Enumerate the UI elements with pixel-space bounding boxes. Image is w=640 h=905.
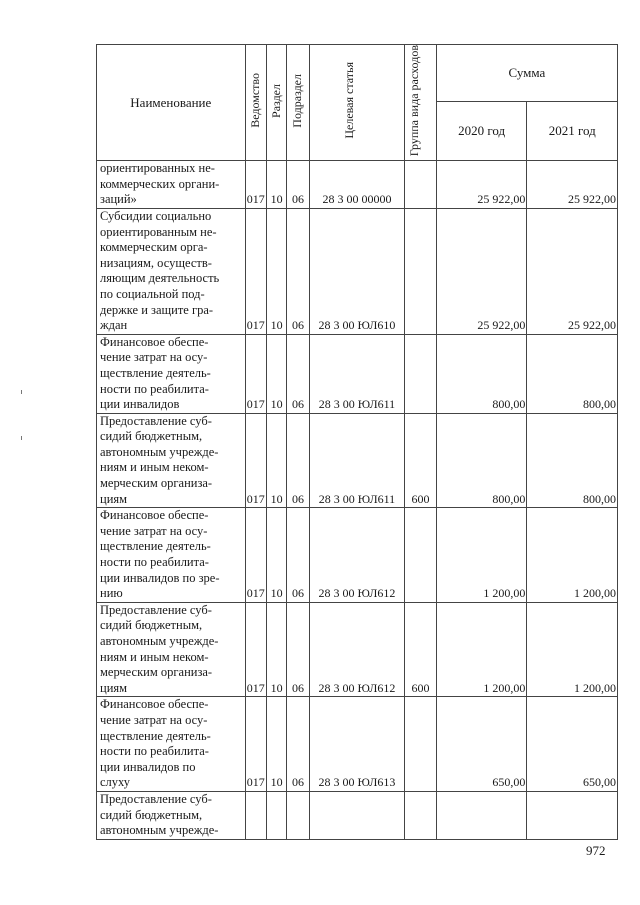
row-department-cell: 017	[245, 334, 266, 413]
row-department-cell	[245, 791, 266, 839]
col-header-2020: 2020 год	[436, 101, 527, 160]
row-name-line: автономным учрежде-	[100, 823, 219, 838]
row-target-article-cell: 28 3 00 ЮЛ610	[309, 208, 405, 334]
row-expense-group-cell	[405, 334, 437, 413]
row-name-line: ществление деятель-	[100, 365, 211, 380]
row-department-cell: 017	[245, 413, 266, 508]
row-name-line: чение затрат на осу-	[100, 523, 208, 538]
row-expense-group-cell	[405, 508, 437, 603]
col-header-section: Раздел	[266, 45, 286, 161]
row-name-line: циям	[100, 491, 128, 506]
row-name-line: циям	[100, 680, 128, 695]
row-sum-2021-cell: 650,00	[527, 697, 618, 792]
row-subsection-cell: 06	[287, 161, 309, 209]
col-header-expense-group: Группа вида расходов	[405, 45, 437, 161]
row-name-line: ждан	[100, 318, 128, 333]
budget-table	[96, 44, 618, 840]
row-department-cell: 017	[245, 208, 266, 334]
row-sum-2021-cell: 1 200,00	[527, 602, 618, 697]
row-name-line: Предоставление суб-	[100, 791, 212, 806]
row-expense-group-cell	[405, 697, 437, 792]
row-subsection-cell: 06	[287, 208, 309, 334]
row-target-article-cell: 28 3 00 ЮЛ612	[309, 602, 405, 697]
row-expense-group-cell: 600	[405, 602, 437, 697]
row-name-line: ности по реабилита-	[100, 381, 209, 396]
row-subsection-cell: 06	[287, 334, 309, 413]
scan-mark	[21, 436, 22, 440]
header-row-top	[97, 45, 618, 102]
row-section-cell: 10	[266, 602, 286, 697]
col-header-2021: 2021 год	[527, 101, 618, 160]
row-section-cell: 10	[266, 334, 286, 413]
row-name-line: слуху	[100, 775, 131, 790]
row-target-article-cell: 28 3 00 ЮЛ613	[309, 697, 405, 792]
row-sum-2021-cell: 25 922,00	[527, 161, 618, 209]
col-header-sum: Сумма	[436, 45, 617, 102]
row-target-article-cell: 28 3 00 ЮЛ611	[309, 334, 405, 413]
row-name-line: чение затрат на осу-	[100, 712, 208, 727]
row-sum-2020-cell: 25 922,00	[436, 208, 527, 334]
row-name-cell	[97, 161, 246, 209]
row-expense-group-cell	[405, 208, 437, 334]
row-name-line: ществление деятель-	[100, 539, 211, 554]
row-subsection-cell: 06	[287, 413, 309, 508]
row-sum-2020-cell: 1 200,00	[436, 508, 527, 603]
row-section-cell: 10	[266, 208, 286, 334]
row-sum-2020-cell: 800,00	[436, 413, 527, 508]
row-name-cell	[97, 697, 246, 792]
row-name-line: автономным учрежде-	[100, 634, 219, 648]
row-name-line: ности по реабилита-	[100, 555, 209, 570]
row-sum-2021-cell	[527, 791, 618, 839]
row-target-article-cell: 28 3 00 ЮЛ612	[309, 508, 405, 603]
row-subsection-cell: 06	[287, 508, 309, 603]
row-name-line: ниям и иным неком-	[100, 649, 209, 664]
table-row	[97, 208, 618, 334]
row-name-line: коммерческих органи-	[100, 176, 220, 191]
col-header-target-article: Целевая статья	[309, 45, 405, 161]
row-sum-2021-cell: 25 922,00	[527, 208, 618, 334]
row-sum-2021-cell: 800,00	[527, 413, 618, 508]
row-name-cell	[97, 413, 246, 508]
row-sum-2021-cell: 1 200,00	[527, 508, 618, 603]
table-row	[97, 161, 618, 209]
row-subsection-cell: 06	[287, 602, 309, 697]
row-name-line: Финансовое обеспе-	[100, 697, 209, 712]
row-name-line: нию	[100, 586, 123, 601]
row-name-line: автономным учрежде-	[100, 444, 219, 459]
table-row	[97, 413, 618, 508]
row-name-cell	[97, 208, 246, 334]
row-name-line: коммерческим орга-	[100, 240, 208, 255]
row-name-line: сидий бюджетным,	[100, 618, 203, 633]
row-department-cell: 017	[245, 697, 266, 792]
row-sum-2020-cell	[436, 791, 527, 839]
row-name-line: заций»	[100, 192, 137, 207]
row-sum-2020-cell: 800,00	[436, 334, 527, 413]
page-number: 972	[586, 843, 606, 858]
row-name-line: держке и защите гра-	[100, 302, 214, 317]
row-target-article-cell	[309, 791, 405, 839]
row-name-line: Финансовое обеспе-	[100, 334, 209, 349]
row-name-line: низациям, осуществ-	[100, 255, 212, 270]
row-section-cell	[266, 791, 286, 839]
row-target-article-cell: 28 3 00 ЮЛ611	[309, 413, 405, 508]
table-row	[97, 791, 618, 839]
row-name-line: Предоставление суб-	[100, 602, 212, 617]
row-section-cell: 10	[266, 413, 286, 508]
table-body	[97, 161, 618, 840]
row-name-line: ции инвалидов по	[100, 759, 196, 774]
row-name-line: Финансовое обеспе-	[100, 508, 209, 523]
table-row	[97, 508, 618, 603]
col-header-subsection: Подраздел	[287, 45, 309, 161]
row-expense-group-cell: 600	[405, 413, 437, 508]
row-name-line: ции инвалидов	[100, 397, 180, 412]
row-sum-2020-cell: 650,00	[436, 697, 527, 792]
row-name-line: Предоставление суб-	[100, 413, 212, 428]
row-subsection-cell: 06	[287, 697, 309, 792]
row-name-line: ляющим деятельность	[100, 271, 220, 286]
row-name-line: Субсидии социально	[100, 208, 212, 223]
row-department-cell: 017	[245, 508, 266, 603]
row-name-cell	[97, 602, 246, 697]
row-expense-group-cell	[405, 161, 437, 209]
row-department-cell: 017	[245, 161, 266, 209]
row-name-cell	[97, 334, 246, 413]
row-target-article-cell: 28 3 00 00000	[309, 161, 405, 209]
row-name-line: мерческим организа-	[100, 476, 213, 491]
row-section-cell: 10	[266, 697, 286, 792]
row-name-line: ществление деятель-	[100, 728, 211, 743]
row-name-line: ориентированных не-	[100, 161, 215, 176]
row-name-cell	[97, 791, 246, 839]
col-header-name: Наименование	[97, 45, 246, 161]
row-name-line: мерческим организа-	[100, 665, 213, 680]
row-sum-2021-cell: 800,00	[527, 334, 618, 413]
row-sum-2020-cell: 1 200,00	[436, 602, 527, 697]
row-name-line: сидий бюджетным,	[100, 429, 203, 444]
row-name-cell	[97, 508, 246, 603]
row-department-cell: 017	[245, 602, 266, 697]
row-name-line: сидий бюджетным,	[100, 807, 203, 822]
table-row	[97, 697, 618, 792]
table-row	[97, 602, 618, 697]
table-row	[97, 334, 618, 413]
row-name-line: чение затрат на осу-	[100, 350, 208, 365]
row-name-line: по социальной под-	[100, 286, 205, 301]
row-name-line: ориентированным не-	[100, 224, 217, 239]
row-name-line: ниям и иным неком-	[100, 460, 209, 475]
row-section-cell: 10	[266, 508, 286, 603]
col-header-department: Ведомство	[245, 45, 266, 161]
row-name-line: ности по реабилита-	[100, 744, 209, 759]
row-sum-2020-cell: 25 922,00	[436, 161, 527, 209]
row-section-cell: 10	[266, 161, 286, 209]
scan-mark	[21, 390, 22, 394]
row-subsection-cell	[287, 791, 309, 839]
row-name-line: ции инвалидов по зре-	[100, 570, 220, 585]
row-expense-group-cell	[405, 791, 437, 839]
